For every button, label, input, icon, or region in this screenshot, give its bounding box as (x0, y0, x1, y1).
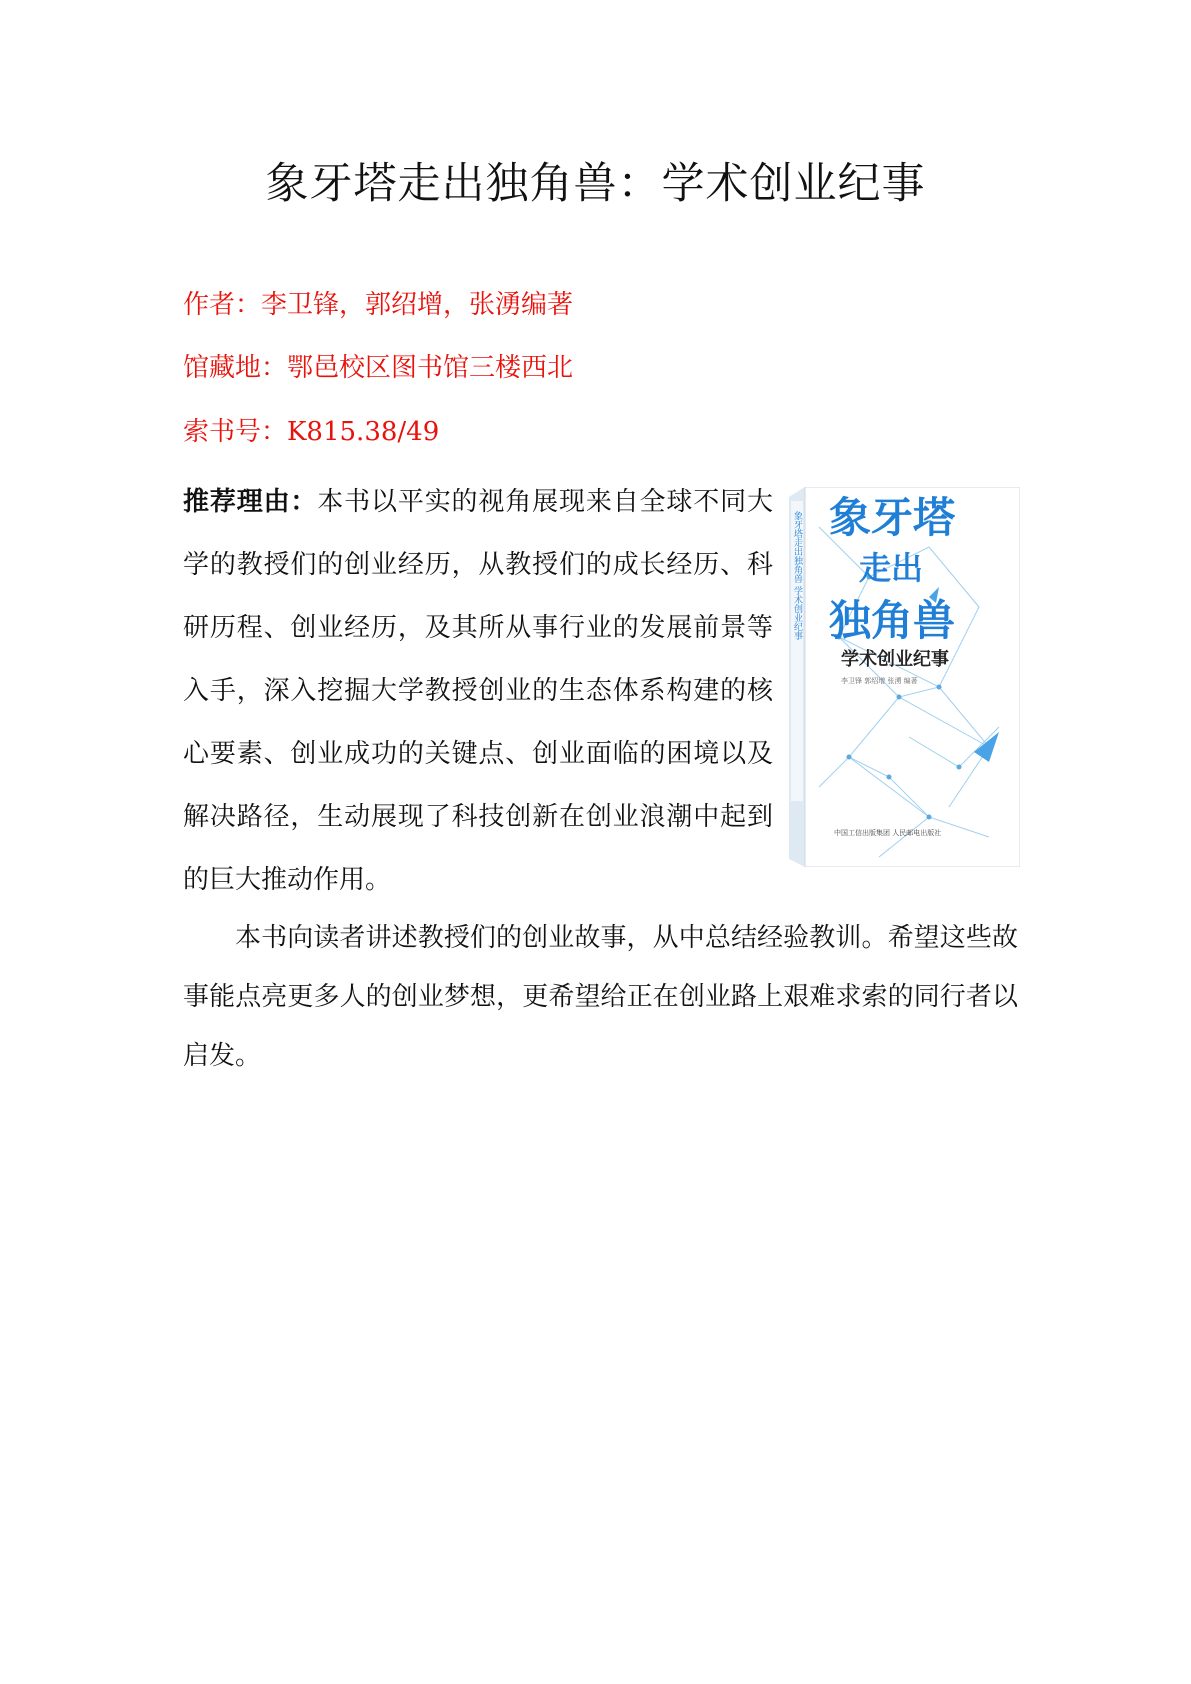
book-cover-image (789, 487, 1020, 867)
second-paragraph: 本书向读者讲述教授们的创业故事，从中总结经验教训。希望这些故事能点亮更多人的创业梦想，更希望给正在创业路上艰难求索的同行者以启发。 (183, 923, 1018, 1071)
cover-authors: 李卫锋 郭绍增 张湧 编著 (841, 677, 918, 685)
cover-title-3: 独角兽 (829, 596, 956, 645)
location-line: 馆藏地：鄂邑校区图书馆三楼西北 (183, 353, 574, 383)
author-line: 作者：李卫锋，郭绍增，张湧编著 (183, 290, 574, 320)
recommend-label: 推荐理由： (183, 487, 318, 517)
cover-title-1: 象牙塔 (829, 493, 956, 542)
cover-title-2: 走出 (859, 549, 924, 587)
recommend-text: 本书以平实的视角展现来自全球不同大学的教授们的创业经历，从教授们的成长经历、科研历程、创业经历，及其所从事行业的发展前景等入手，深入挖掘大学教授创业的生态体系构建的核心要素、创业成功的关键点、创业面临的困境以及解决路径，生动展现了科技创新在创业浪潮中起到的巨大推动作用。 (183, 487, 773, 895)
page-title: 象牙塔走出独角兽：学术创业纪事 (265, 159, 926, 209)
call-number-line: 索书号：K815.38/49 (183, 417, 440, 447)
cover-subtitle: 学术创业纪事 (841, 649, 949, 670)
cover-spine-text: 象牙塔走出独角兽 学术创业纪事 (792, 511, 802, 640)
cover-publisher: 中国工信出版集团 人民邮电出版社 (834, 829, 942, 837)
recommend-paragraph (183, 471, 773, 912)
